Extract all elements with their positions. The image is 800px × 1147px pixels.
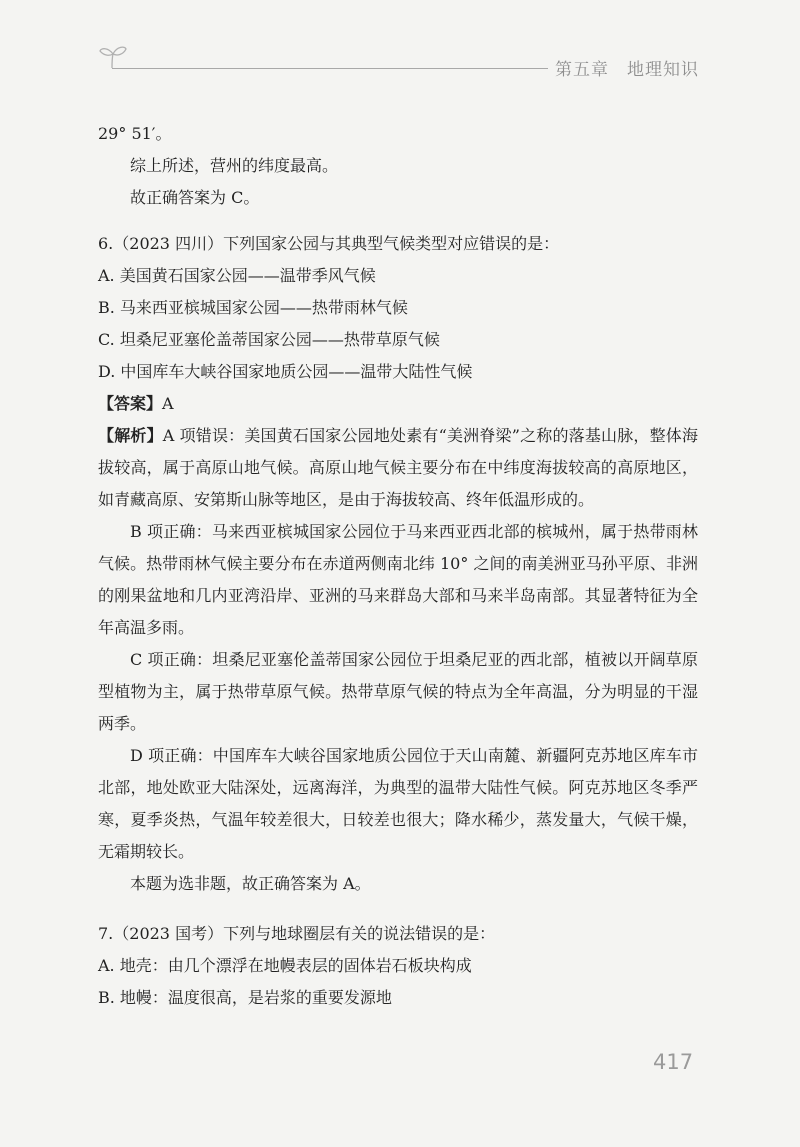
analysis-b: B 项正确：马来西亚槟城国家公园位于马来西亚西北部的槟城州，属于热带雨林气候。热带雨林气候主要分布在赤道两侧南北纬 10° 之间的南美洲亚马孙平原、非洲的刚果盆地和几内亚湾沿岸、亚洲的马来群岛大部和马来半岛南部。其显著特征为全年高温多雨。	[98, 522, 698, 637]
question-6: 6.（2023 四川）下列国家公园与其典型气候类型对应错误的是：	[98, 234, 560, 253]
chapter-title: 地理知识	[627, 60, 699, 80]
header-rule	[112, 68, 548, 69]
body-line: 综上所述，营州的纬度最高。	[130, 156, 339, 175]
running-header	[555, 55, 699, 80]
page-number: 417	[653, 1050, 694, 1074]
sprout-icon	[98, 44, 128, 70]
option-c: C. 坦桑尼亚塞伦盖蒂国家公园——热带草原气候	[98, 330, 440, 349]
analysis-d: D 项正确：中国库车大峡谷国家地质公园位于天山南麓、新疆阿克苏地区库车市北部，地处欧亚大陆深处，远离海洋，为典型的温带大陆性气候。阿克苏地区冬季严寒，夏季炎热，气温年较差很大，日较差也很大；降水稀少，蒸发量大，气候干燥，无霜期较长。	[98, 746, 698, 861]
page-header	[0, 0, 800, 100]
question-7: 7.（2023 国考）下列与地球圈层有关的说法错误的是：	[98, 924, 496, 943]
chapter-number: 第五章	[555, 60, 609, 80]
body-line: 29° 51′。	[98, 124, 172, 143]
analysis-c: C 项正确：坦桑尼亚塞伦盖蒂国家公园位于坦桑尼亚的西北部，植被以开阔草原型植物为主，属于热带草原气候。热带草原气候的特点为全年高温，分为明显的干湿两季。	[98, 650, 698, 733]
answer-label: 【答案】	[98, 394, 163, 413]
option-b: B. 马来西亚槟城国家公园——热带雨林气候	[98, 298, 408, 317]
option-a: A. 美国黄石国家公园——温带季风气候	[98, 266, 376, 285]
answer-line	[98, 388, 698, 420]
option-b: B. 地幔：温度很高，是岩浆的重要发源地	[98, 988, 392, 1007]
body-line: 故正确答案为 C。	[130, 188, 260, 207]
option-a: A. 地壳：由几个漂浮在地幔表层的固体岩石板块构成	[98, 956, 472, 975]
page-body	[98, 118, 698, 1014]
option-d: D. 中国库车大峡谷国家地质公园——温带大陆性气候	[98, 362, 473, 381]
analysis-label: 【解析】	[98, 426, 163, 445]
analysis-a: 【解析】A 项错误：美国黄石国家公园地处素有“美洲脊梁”之称的落基山脉，整体海拔较高，属于高原山地气候。高原山地气候主要分布在中纬度海拔较高的高原地区，如青藏高原、安第斯山脉等地区，是由于海拔较高、终年低温形成的。	[98, 426, 698, 509]
answer-value: A	[162, 394, 174, 413]
conclusion: 本题为选非题，故正确答案为 A。	[130, 874, 371, 893]
